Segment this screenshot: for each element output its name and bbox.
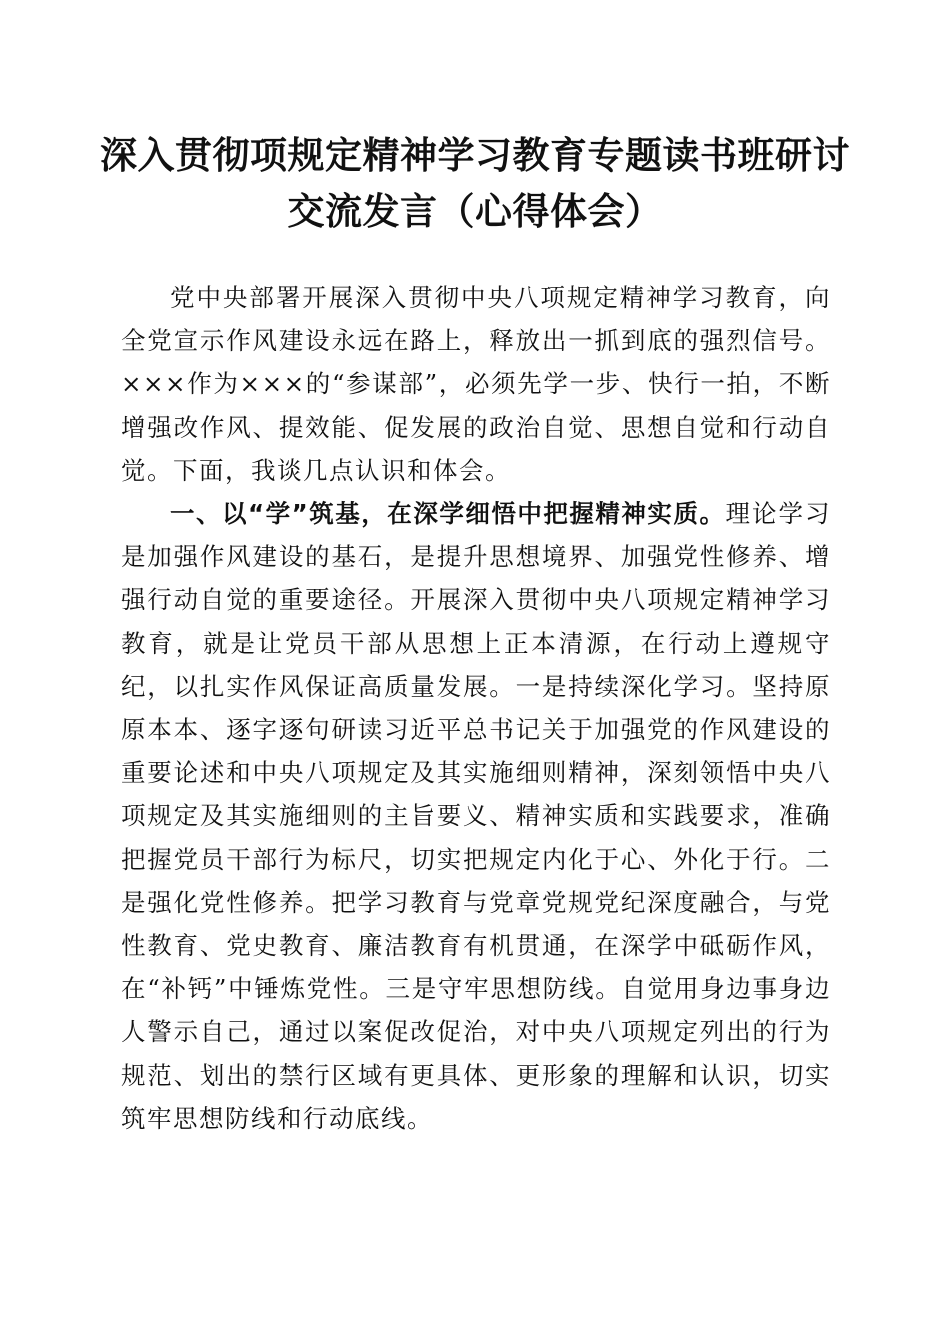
title-line-2: 交流发言（心得体会） — [287, 190, 663, 233]
section-1-body: 理论学习是加强作风建设的基石，是提升思想境界、加强党性修养、增强行动自觉的重要途径。开展深入贯彻中央八项规定精神学习教育，就是让党员干部从思想上正本清源，在行动上遵规守纪，以扎实作风保证高质量发展。一是持续深化学习。坚持原原本本、逐字逐句研读习近平总书记关于加强党的作风建设的重要论述和中央八项规定及其实施细则精神，深刻领悟中央八项规定及其实施细则的主旨要义、精神实质和实践要求，准确把握党员干部行为标尺，切实把规定内化于心、外化于行。二是强化党性修养。把学习教育与党章党规党纪深度融合，与党性教育、党史教育、廉洁教育有机贯通，在深学中砥砺作风，在“补钙”中锤炼党性。三是守牢思想防线。自觉用身边事身边人警示自己，通过以案促改促治，对中央八项规定列出的行为规范、划出的禁行区域有更具体、更形象的理解和认识，切实筑牢思想防线和行动底线。 — [121, 499, 832, 1133]
title-line-1: 深入贯彻项规定精神学习教育专题读书班研讨 — [100, 134, 850, 177]
intro-paragraph: 党中央部署开展深入贯彻中央八项规定精神学习教育，向全党宣示作风建设永远在路上，释放出一抓到底的强烈信号。×××作为×××的“参谋部”，必须先学一步、快行一拍，不断增强改作风、提效能、促发展的政治自觉、思想自觉和行动自觉。下面，我谈几点认识和体会。 — [121, 283, 831, 485]
section-1-heading: 一、以“学”筑基，在深学细悟中把握精神实质。 — [170, 499, 726, 529]
section-1-paragraph — [121, 492, 831, 1140]
document-body — [121, 276, 831, 1140]
document-title — [100, 128, 850, 240]
